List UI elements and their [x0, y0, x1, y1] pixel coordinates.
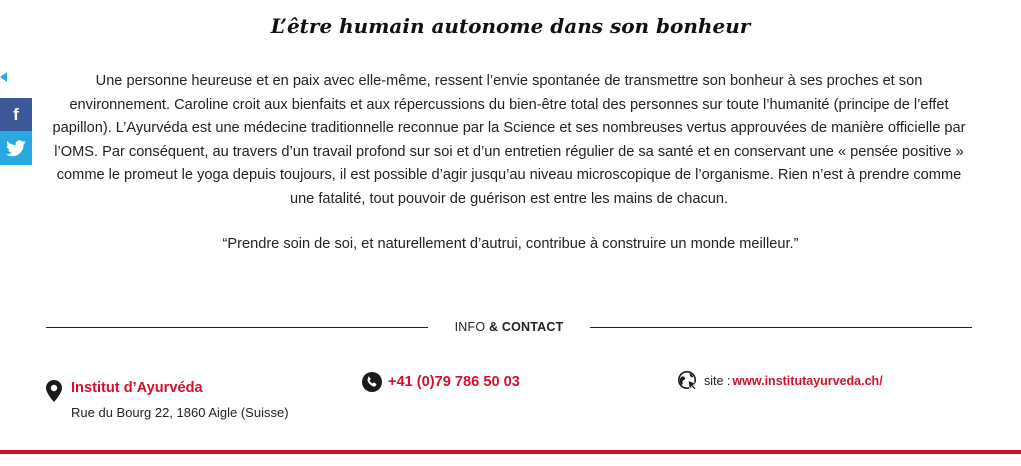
facebook-share-button[interactable] — [0, 98, 32, 131]
website-block — [678, 371, 883, 391]
phone-block — [362, 372, 520, 392]
social-share-bar — [0, 98, 32, 165]
twitter-share-button[interactable] — [0, 131, 32, 165]
info-label: INFO — [454, 320, 486, 334]
institute-address: Rue du Bourg 22, 1860 Aigle (Suisse) — [71, 405, 289, 420]
contact-label: & CONTACT — [488, 320, 564, 334]
article-quote: “Prendre soin de soi, et naturellement d’autrui, contribue à construire un monde meilleur.” — [222, 236, 799, 252]
twitter-icon — [6, 140, 26, 157]
collapse-arrow-icon[interactable] — [0, 72, 8, 82]
footer-accent-bar — [0, 450, 1021, 454]
institute-name: Institut d’Ayurvéda — [71, 380, 203, 396]
website-link[interactable]: www.institutayurveda.ch/ — [732, 374, 883, 388]
facebook-icon: f — [13, 104, 19, 124]
divider-right — [590, 327, 972, 328]
site-label: site : — [704, 374, 731, 388]
globe-cursor-icon — [678, 371, 698, 391]
info-contact-heading — [428, 320, 590, 334]
article-title: L’être humain autonome dans son bonheur — [270, 14, 751, 38]
map-pin-icon — [46, 380, 62, 402]
phone-icon — [362, 372, 382, 392]
divider-left — [46, 327, 428, 328]
article-body: Une personne heureuse et en paix avec elle-même, ressent l’envie spontanée de transmettre son bonheur à ses proches et son environnement. Caroline croit aux bienfaits et aux répercussions du bien-être total des personnes sur toute l’humanité (principe de l’effet papillon). L’Ayurvéda est une médecine traditionnelle reconnue par la Science et ses nombreuses vertus approuvées de manière officielle par l’OMS. Par conséquent, au travers d’un travail profond sur soi et d’un entretien régulier de sa santé et en conservant une « pensée positive » comme le promeut le yoga depuis toujours, il est possible d’agir jusqu’au niveau microscopique de l’organisme. Rien n’est à prendre comme une fatalité, tout pouvoir de guérison est entre les mains de chacun. — [52, 73, 966, 207]
phone-number[interactable]: +41 (0)79 786 50 03 — [388, 374, 520, 390]
